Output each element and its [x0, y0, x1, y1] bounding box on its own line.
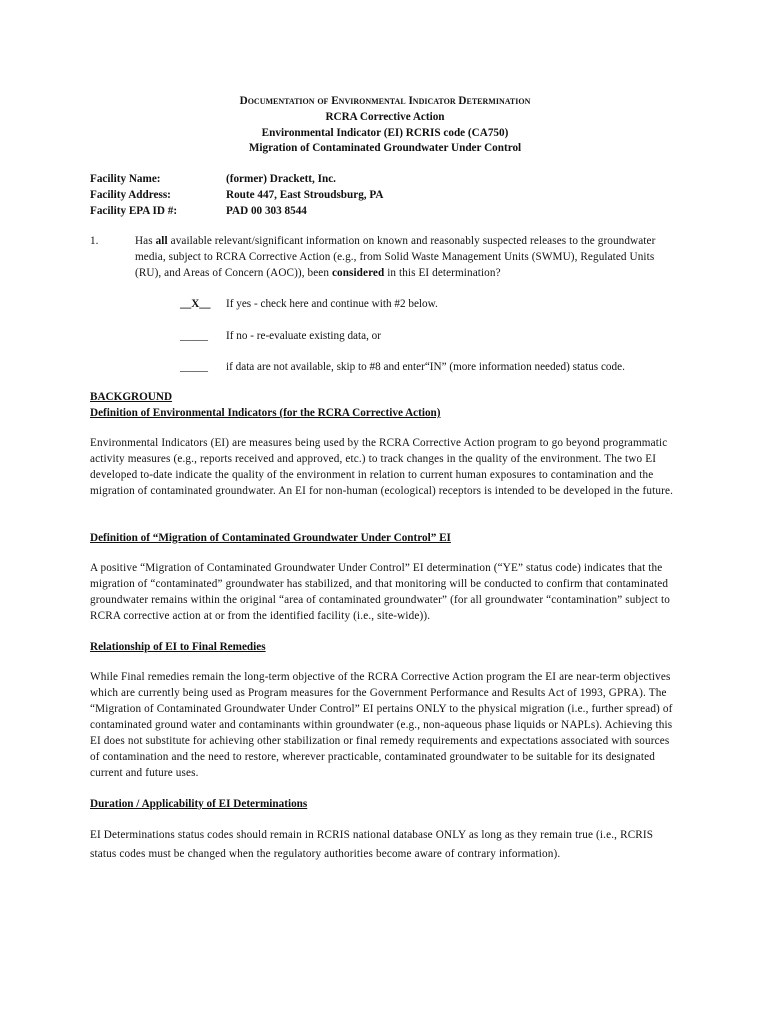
check-mark[interactable]: __X__: [180, 298, 211, 310]
document-subtitle: RCRA Corrective Action: [325, 111, 445, 123]
section-body: Environmental Indicators (EI) are measures being used by the RCRA Corrective Action program to go beyond programmatic activity measures (e.g., reports received and approved, etc.) to track changes in the quality of the environment. The two EI developed to-date indicate the quality of the environment in relation to current human exposures to contamination and the migration of contaminated groundwater. An EI for non-human (ecological) receptors is intended to be developed in the future.: [90, 437, 674, 497]
value: (former) Drackett, Inc.: [226, 173, 336, 185]
emphasis: considered: [331, 267, 385, 279]
document-title: Documentation of Environmental Indicator Determination: [239, 95, 531, 107]
section-body: While Final remedies remain the long-term objective of the RCRA Corrective Action program the EI are near-term objectives which are currently being used as Program measures for the Government Performance and Results Act of 1993, GPRA). The “Migration of Contaminated Groundwater Under Control” EI pertains ONLY to the physical migration (i.e., further spread) of contaminated ground water and contaminants within groundwater (e.g., non-aqueous phase liquids or NAPLs). Achieving this EI does not substitute for achieving other stabilization or final remedy requirements and expectations associated with sources of contamination and the need to restore, wherever practicable, contaminated groundwater to be suitable for its designated current and future uses.: [90, 671, 673, 779]
section-body: A positive “Migration of Contaminated Groundwater Under Control” EI determination (“YE” status code) indicates that the migration of “contaminated” groundwater has stabilized, and that monitoring will be conducted to confirm that contaminated groundwater remains within the original “area of contaminated groundwater” (for all groundwater “contamination” subject to RCRA corrective action at or from the identified facility (i.e., site-wide)).: [90, 562, 670, 622]
option-text: If no - re-evaluate existing data, or: [226, 330, 382, 342]
section-heading: Definition of Environmental Indicators (for the RCRA Corrective Action): [90, 407, 441, 419]
option-not-available[interactable]: [180, 359, 625, 375]
document-subtitle: Migration of Contaminated Groundwater Under Control: [248, 142, 522, 154]
section-heading: Duration / Applicability of EI Determinations: [90, 798, 308, 810]
section-body: EI Determinations status codes should remain in RCRIS national database ONLY as long as they remain true (i.e., RCRIS status codes must be changed when the regulatory authorities become aware of contrary information).: [90, 829, 654, 860]
section-heading: Relationship of EI to Final Remedies: [90, 641, 266, 653]
label: Facility Address:: [90, 189, 171, 201]
text: available relevant/significant information on known and reasonably suspected releases to the groundwater media, subject to RCRA Corrective Action (e.g., from Solid Waste Management Units (SWMU), Regulated Units (RU), and Areas of Concern (AOC)), been: [135, 235, 656, 279]
section-heading: Definition of “Migration of Contaminated Groundwater Under Control” EI: [90, 532, 451, 544]
check-mark[interactable]: _____: [180, 330, 208, 342]
text: in this EI determination?: [384, 267, 501, 279]
option-text: if data are not available, skip to #8 and enter“IN” (more information needed) status code.: [226, 361, 625, 373]
option-text: If yes - check here and continue with #2 below.: [226, 298, 438, 310]
value: PAD 00 303 8544: [226, 205, 307, 217]
emphasis: all: [155, 235, 168, 247]
option-no[interactable]: [180, 328, 381, 344]
label: Facility EPA ID #:: [90, 205, 178, 217]
text: Has: [135, 235, 156, 247]
facility-id-row: [90, 203, 680, 219]
option-yes[interactable]: [180, 296, 438, 312]
facility-info: [90, 171, 680, 219]
value: Route 447, East Stroudsburg, PA: [226, 189, 384, 201]
facility-address-row: [90, 187, 680, 203]
question-number: 1.: [90, 235, 99, 247]
facility-name-row: [90, 171, 680, 187]
label: Facility Name:: [90, 173, 161, 185]
document-subtitle: Environmental Indicator (EI) RCRIS code (CA750): [261, 127, 509, 139]
background-heading: BACKGROUND: [90, 391, 173, 403]
question-text: [135, 233, 680, 281]
check-mark[interactable]: _____: [180, 361, 208, 373]
